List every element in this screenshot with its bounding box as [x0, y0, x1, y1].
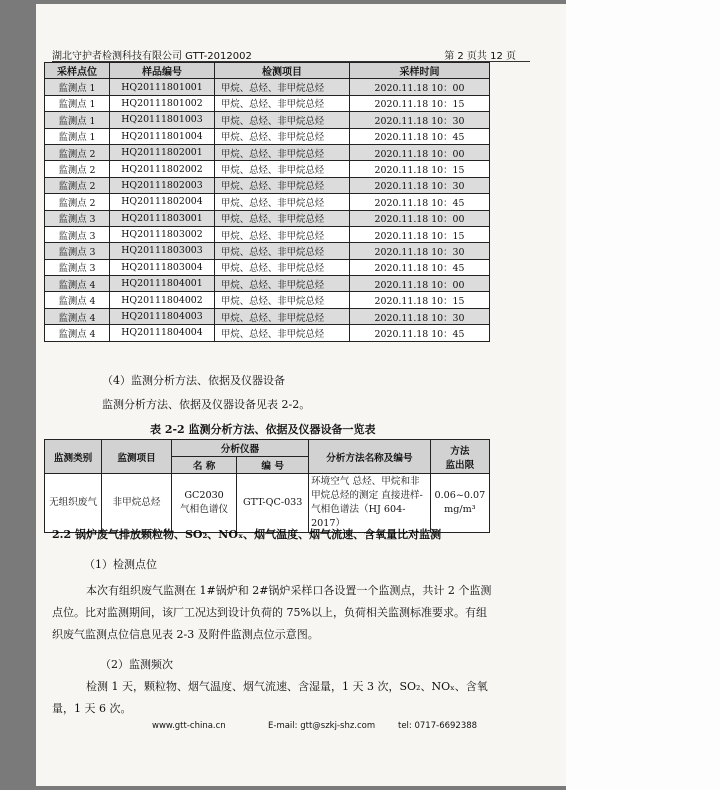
footer-website: www.gtt-china.cn [152, 721, 226, 731]
table-row [45, 474, 490, 533]
table-row [45, 308, 490, 324]
table-cell: 2020.11.18 10：45 [350, 128, 490, 144]
table-row [45, 95, 490, 111]
table-cell: 甲烷、总烃、非甲烷总烃 [215, 177, 350, 193]
col-header: 采样点位 [45, 63, 110, 79]
cell-item: 非甲烷总烃 [102, 474, 172, 533]
col-header-method: 分析方法名称及编号 [309, 440, 431, 474]
subsection-2-title: （2）监测频次 [100, 658, 173, 671]
table-cell: 2020.11.18 10：00 [350, 144, 490, 160]
cell-no: GTT-QC-033 [237, 474, 309, 533]
col-header: 检测项目 [215, 63, 350, 79]
table-cell: 2020.11.18 10：30 [350, 243, 490, 259]
limit-unit: mg/m³ [444, 504, 476, 515]
table-cell: 甲烷、总烃、非甲烷总烃 [215, 226, 350, 242]
cell-name: GC2030 气相色谱仪 [171, 474, 237, 533]
table-row [45, 292, 490, 308]
table-cell: 监测点 1 [45, 95, 110, 111]
table-cell: HQ20111803002 [110, 226, 215, 242]
table-cell: 2020.11.18 10：00 [350, 210, 490, 226]
col-header: 采样时间 [350, 63, 490, 79]
table-cell: 甲烷、总烃、非甲烷总烃 [215, 292, 350, 308]
sampling-table [44, 62, 490, 342]
table-cell: 监测点 4 [45, 325, 110, 341]
table-cell: 甲烷、总烃、非甲烷总烃 [215, 325, 350, 341]
table-cell: HQ20111804001 [110, 276, 215, 292]
col-header: 样品编号 [110, 63, 215, 79]
col-header-type: 监测类别 [45, 440, 102, 474]
table-cell: 2020.11.18 10：30 [350, 308, 490, 324]
table-cell: 监测点 1 [45, 79, 110, 95]
table-cell: 2020.11.18 10：00 [350, 276, 490, 292]
section-4-title: （4）监测分析方法、依据及仪器设备 [102, 374, 285, 387]
table-cell: 甲烷、总烃、非甲烷总烃 [215, 259, 350, 275]
section-2-2-title: 2.2 锅炉废气排放颗粒物、SO₂、NOₓ、烟气温度、烟气流速、含氧量比对监测 [52, 528, 442, 541]
table-row [45, 243, 490, 259]
col-header-item: 监测项目 [102, 440, 172, 474]
table-row [45, 144, 490, 160]
table-cell: 2020.11.18 10：30 [350, 112, 490, 128]
table-cell: 监测点 2 [45, 161, 110, 177]
table-cell: 2020.11.18 10：15 [350, 161, 490, 177]
col-header-limit: 方法 监出限 [430, 440, 489, 474]
table-cell: 监测点 3 [45, 259, 110, 275]
table-cell: 监测点 4 [45, 276, 110, 292]
table-cell: HQ20111803003 [110, 243, 215, 259]
table-cell: HQ20111803004 [110, 259, 215, 275]
table-row [45, 194, 490, 210]
table-row [45, 161, 490, 177]
table-cell: 监测点 2 [45, 144, 110, 160]
table-row [45, 128, 490, 144]
table-cell: 甲烷、总烃、非甲烷总烃 [215, 128, 350, 144]
table-row [45, 226, 490, 242]
col-header-name: 名 称 [171, 457, 237, 474]
cell-limit [430, 474, 489, 533]
section-4-text: 监测分析方法、依据及仪器设备见表 2-2。 [102, 398, 311, 411]
table-cell: HQ20111802002 [110, 161, 215, 177]
table-row [45, 79, 490, 95]
table-cell: 2020.11.18 10：15 [350, 226, 490, 242]
table-cell: HQ20111801003 [110, 112, 215, 128]
limit-value: 0.06~0.07 [434, 490, 486, 501]
table-cell: 监测点 1 [45, 128, 110, 144]
table-header-row [45, 63, 490, 79]
table-cell: 监测点 4 [45, 292, 110, 308]
table-row [45, 210, 490, 226]
background-right [566, 0, 720, 790]
footer-email: E-mail: gtt@szkj-shz.com [268, 721, 376, 731]
paragraph-1: 本次有组织废气监测在 1#锅炉和 2#锅炉采样口各设置一个监测点，共计 2 个监测点位。比对监测期间，该厂工况达到设计负荷的 75%以上，负荷相关监测标准要求。有组织废气监测点位信息见表 2-3 及附件监测点位示意图。 [52, 584, 492, 641]
table-header-row [45, 440, 490, 457]
table-cell: HQ20111801002 [110, 95, 215, 111]
page-number: 第 2 页共 12 页 [444, 51, 516, 62]
table-cell: 监测点 4 [45, 308, 110, 324]
table-cell: HQ20111801004 [110, 128, 215, 144]
col-header-no: 编 号 [237, 457, 309, 474]
method-table [44, 439, 490, 533]
table-cell: HQ20111802001 [110, 144, 215, 160]
sampling-table-body [45, 79, 490, 341]
table-cell: 监测点 3 [45, 243, 110, 259]
table-cell: 监测点 2 [45, 194, 110, 210]
table-cell: 2020.11.18 10：15 [350, 292, 490, 308]
table-cell: HQ20111802003 [110, 177, 215, 193]
cell-method: 环境空气 总烃、甲烷和非甲烷总烃的测定 直接进样-气相色谱法（HJ 604-2017） [309, 474, 431, 533]
table-cell: 甲烷、总烃、非甲烷总烃 [215, 194, 350, 210]
table-cell: 甲烷、总烃、非甲烷总烃 [215, 210, 350, 226]
table-cell: 2020.11.18 10：00 [350, 79, 490, 95]
table-cell: HQ20111803001 [110, 210, 215, 226]
table-cell: 2020.11.18 10：45 [350, 325, 490, 341]
company-header: 湖北守护者检测科技有限公司 GTT-2012002 [52, 51, 252, 62]
table-cell: HQ20111802004 [110, 194, 215, 210]
table-cell: 监测点 1 [45, 112, 110, 128]
table-row [45, 112, 490, 128]
table-cell: 2020.11.18 10：30 [350, 177, 490, 193]
table-cell: 2020.11.18 10：15 [350, 95, 490, 111]
table-cell: 监测点 2 [45, 177, 110, 193]
table-cell: 监测点 3 [45, 226, 110, 242]
table-cell: 2020.11.18 10：45 [350, 259, 490, 275]
table-row [45, 325, 490, 341]
table-2-2-caption: 表 2-2 监测分析方法、依据及仪器设备一览表 [150, 423, 376, 436]
table-cell: HQ20111804004 [110, 325, 215, 341]
table-row [45, 276, 490, 292]
table-cell: HQ20111804002 [110, 292, 215, 308]
paragraph-2: 检测 1 天，颗粒物、烟气温度、烟气流速、含湿量，1 天 3 次，SO₂、NOₓ、含氧量，1 天 6 次。 [52, 680, 488, 715]
table-cell: 甲烷、总烃、非甲烷总烃 [215, 95, 350, 111]
table-row [45, 177, 490, 193]
cell-type: 无组织废气 [45, 474, 102, 533]
footer-phone: tel: 0717-6692388 [398, 721, 478, 731]
table-cell: 甲烷、总烃、非甲烷总烃 [215, 144, 350, 160]
table-cell: 甲烷、总烃、非甲烷总烃 [215, 79, 350, 95]
table-row [45, 259, 490, 275]
table-cell: 2020.11.18 10：45 [350, 194, 490, 210]
subsection-1-title: （1）检测点位 [84, 558, 157, 571]
table-cell: HQ20111804003 [110, 308, 215, 324]
table-cell: 甲烷、总烃、非甲烷总烃 [215, 112, 350, 128]
table-cell: 甲烷、总烃、非甲烷总烃 [215, 161, 350, 177]
col-header-instrument: 分析仪器 [171, 440, 308, 457]
table-cell: 甲烷、总烃、非甲烷总烃 [215, 276, 350, 292]
table-cell: HQ20111801001 [110, 79, 215, 95]
table-cell: 甲烷、总烃、非甲烷总烃 [215, 243, 350, 259]
table-cell: 监测点 3 [45, 210, 110, 226]
table-cell: 甲烷、总烃、非甲烷总烃 [215, 308, 350, 324]
page-header [52, 45, 530, 62]
